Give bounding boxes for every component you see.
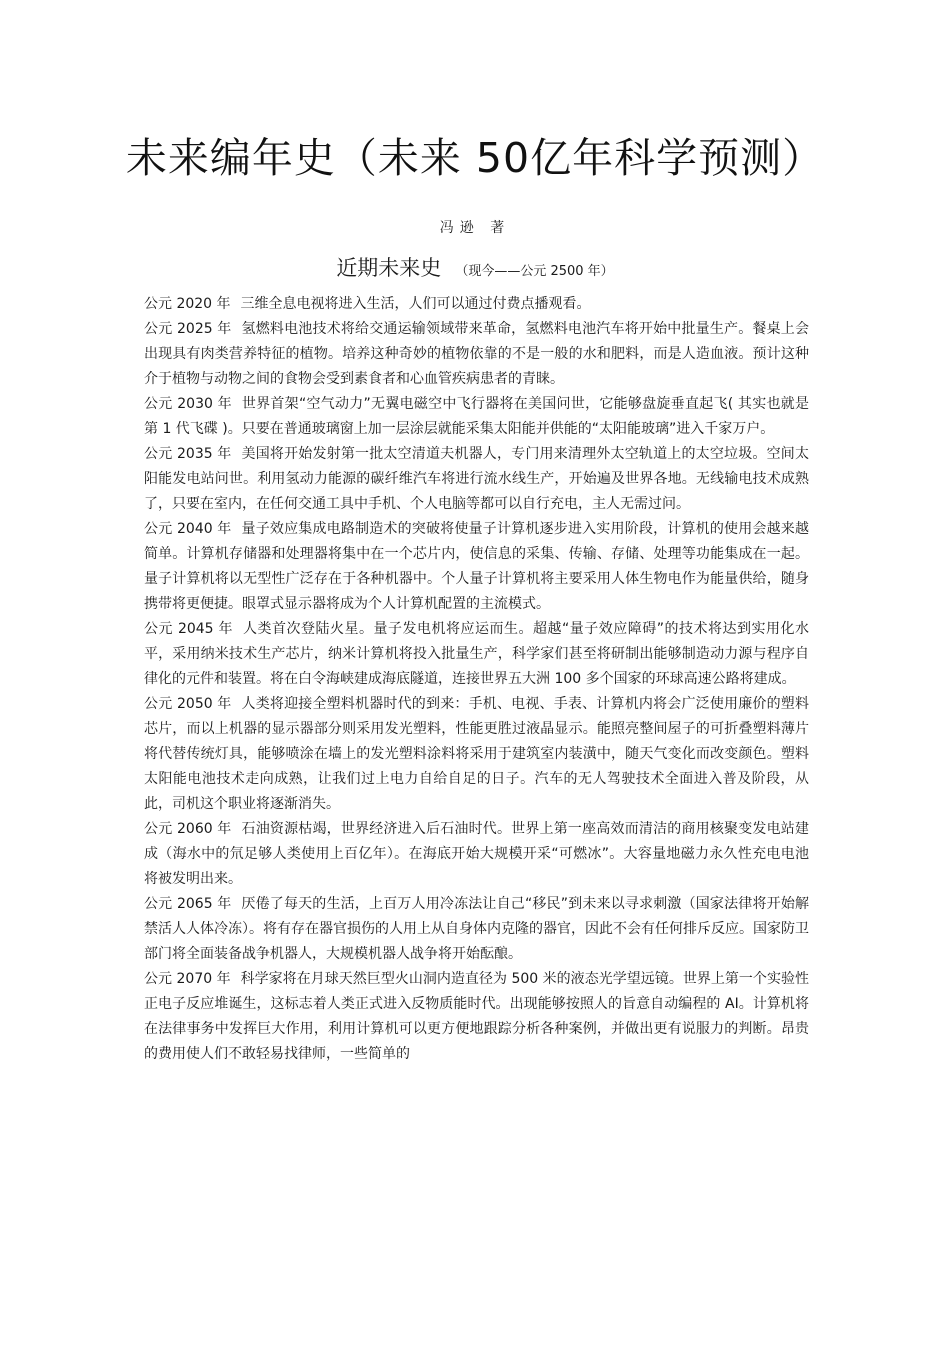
timeline-entry-2025 xyxy=(144,317,809,392)
timeline-entry-2035 xyxy=(144,442,809,517)
timeline-entry-2030 xyxy=(144,392,809,442)
entry-text: 厌倦了每天的生活，上百万人用冷冻法让自己“移民”到未来以寻求刺激（国家法律将开始解禁活人人体冷冻）。将有存在器官损伤的人用上从自身体内克隆的器官，因此不会有任何排斥反应。国家防卫部门将全面装备战争机器人，大规模机器人战争将开始酝酿。 xyxy=(144,896,809,962)
entry-text: 人类首次登陆火星。量子发电机将应运而生。超越“量子效应障碍”的技术将达到实用化水平，采用纳米技术生产芯片，纳米计算机将投入批量生产，科学家们甚至将研制出能够制造动力源与程序自律化的元件和装置。将在白令海峡建成海底隧道，连接世界五大洲 100 多个国家的环球高速公路将建成。 xyxy=(144,621,809,687)
entry-text: 氢燃料电池技术将给交通运输领域带来革命，氢燃料电池汽车将开始中批量生产。餐桌上会出现具有肉类营养特征的植物。培养这种奇妙的植物依靠的不是一般的水和肥料，而是人造血液。预计这种介于植物与动物之间的食物会受到素食者和心血管疾病患者的青睐。 xyxy=(144,321,810,387)
entry-text: 人类将迎接全塑料机器时代的到来：手机、电视、手表、计算机内将会广泛使用廉价的塑料芯片，而以上机器的显示器部分则采用发光塑料，性能更胜过液晶显示。能照亮整间屋子的可折叠塑料薄片将代替传统灯具，能够喷涂在墙上的发光塑料涂料将采用于建筑室内装潢中，随天气变化而改变颜色。塑料太阳能电池技术走向成熟，让我们过上电力自给自足的日子。汽车的无人驾驶技术全面进入普及阶段，从此，司机这个职业将逐渐消失。 xyxy=(144,696,810,812)
entry-text: 美国将开始发射第一批太空清道夫机器人，专门用来清理外太空轨道上的太空垃圾。空间太阳能发电站问世。利用氢动力能源的碳纤维汽车将进行流水线生产，开始遍及世界各地。无线输电技术成熟了，只要在室内，在任何交通工具中手机、个人电脑等都可以自行充电，主人无需过问。 xyxy=(144,446,810,512)
author-line: 冯逊 著 xyxy=(439,220,511,236)
document-body xyxy=(144,292,809,1067)
entry-text: 量子效应集成电路制造术的突破将使量子计算机逐步进入实用阶段，计算机的使用会越来越简单。计算机存储器和处理器将集中在一个芯片内，使信息的采集、传输、存储、处理等功能集成在一起。量子计算机将以无型性广泛存在于各种机器中。个人量子计算机将主要采用人体生物电作为能量供给，随身携带将更便捷。眼罩式显示器将成为个人计算机配置的主流模式。 xyxy=(144,521,810,612)
timeline-entry-2065 xyxy=(144,892,809,967)
entry-text: 世界首架“空气动力”无翼电磁空中飞行器将在美国问世，它能够盘旋垂直起飞( 其实也就是第 1 代飞碟 )。只要在普通玻璃窗上加一层涂层就能采集太阳能并供能的“太阳能玻璃”进入千家万户。 xyxy=(144,396,809,437)
section-range: （现今——公元 2500 年） xyxy=(455,264,614,279)
timeline-entry-2040 xyxy=(144,517,809,617)
timeline-entry-2045 xyxy=(144,617,809,692)
section-heading xyxy=(0,253,950,287)
timeline-entry-2020 xyxy=(144,292,809,317)
timeline-entry-2070 xyxy=(144,967,809,1067)
entry-text: 石油资源枯竭，世界经济进入后石油时代。世界上第一座高效而清洁的商用核聚变发电站建成（海水中的氘足够人类使用上百亿年）。在海底开始大规模开采“可燃冰”。大容量地磁力永久性充电电池将被发明出来。 xyxy=(144,821,810,887)
section-title: 近期未来史 xyxy=(336,256,442,280)
document-title: 未来编年史（未来 50亿年科学预测） xyxy=(125,134,825,182)
entry-year: 公元 2065 年 xyxy=(144,896,232,912)
entry-year: 公元 2060 年 xyxy=(144,821,232,837)
timeline-entry-2060 xyxy=(144,817,809,892)
entry-year: 公元 2025 年 xyxy=(144,321,232,337)
timeline-entry-2050 xyxy=(144,692,809,817)
entry-text: 三维全息电视将进入生活，人们可以通过付费点播观看。 xyxy=(240,296,591,312)
entry-year: 公元 2045 年 xyxy=(144,621,234,637)
entry-year: 公元 2030 年 xyxy=(144,396,232,412)
entry-text: 科学家将在月球天然巨型火山洞内造直径为 500 米的液态光学望远镜。世界上第一个实验性正电子反应堆诞生，这标志着人类正式进入反物质能时代。出现能够按照人的旨意自动编程的 AI。计算机将在法律事务中发挥巨大作用，利用计算机可以更方便地跟踪分析各种案例，并做出更有说服力的判断。昂贵的费用使人们不敢轻易找律师，一些简单的 xyxy=(144,971,809,1062)
entry-year: 公元 2050 年 xyxy=(144,696,232,712)
entry-year: 公元 2035 年 xyxy=(144,446,232,462)
entry-year: 公元 2020 年 xyxy=(144,296,231,312)
entry-year: 公元 2070 年 xyxy=(144,971,231,987)
entry-year: 公元 2040 年 xyxy=(144,521,232,537)
